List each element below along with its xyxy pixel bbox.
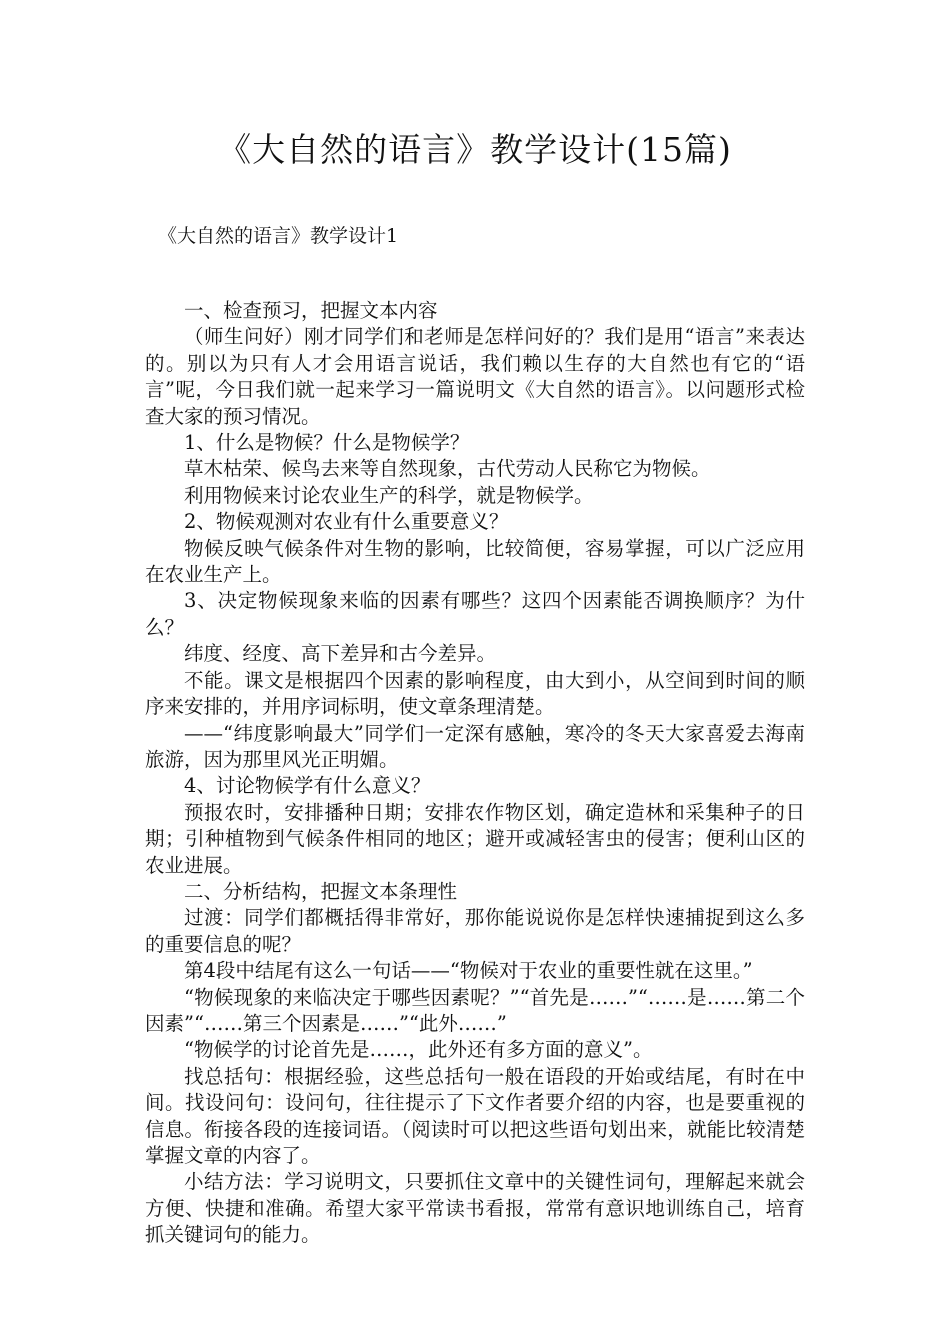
paragraph: “物候现象的来临决定于哪些因素呢？”“首先是……”“……是……第二个因素”“……第三个因素是……”“此外……” bbox=[145, 985, 805, 1035]
paragraph: 找总括句：根据经验，这些总括句一般在语段的开始或结尾，有时在中间。找设问句：设问句，往往提示了下文作者要介绍的内容，也是要重视的信息。衔接各段的连接词语。（阅读时可以把这些语句划出来，就能比较清楚掌握文章的内容了。 bbox=[145, 1064, 805, 1167]
paragraph: “物候学的讨论首先是……，此外还有多方面的意义”。 bbox=[184, 1038, 653, 1062]
paragraph: 2、物候观测对农业有什么重要意义？ bbox=[184, 510, 509, 534]
paragraph: 不能。课文是根据四个因素的影响程度，由大到小，从空间到时间的顺序来安排的，并用序词标明，使文章条理清楚。 bbox=[145, 668, 805, 719]
paragraph: 4、讨论物候学有什么意义？ bbox=[184, 774, 431, 798]
paragraph: 小结方法：学习说明文，只要抓住文章中的关键性词句，理解起来就会方便、快捷和准确。希望大家平常读书看报，常常有意识地训练自己，培育抓关键词句的能力。 bbox=[145, 1170, 805, 1247]
paragraph: 二、分析结构，把握文本条理性 bbox=[184, 879, 458, 903]
paragraph: （师生问好）刚才同学们和老师是怎样问好的？我们是用“语言”来表达的。别以为只有人才会用语言说话，我们赖以生存的大自然也有它的“语言”呢，今日我们就一起来学习一篇说明文《大自然的语言》。以问题形式检查大家的预习情况。 bbox=[145, 325, 805, 428]
paragraph: 3、决定物候现象来临的因素有哪些？这四个因素能否调换顺序？为什么？ bbox=[145, 589, 805, 639]
paragraph: 草木枯荣、候鸟去来等自然现象，古代劳动人民称它为物候。 bbox=[184, 457, 711, 481]
document-body bbox=[145, 298, 805, 1249]
paragraph: 纬度、经度、高下差异和古今差异。 bbox=[184, 642, 497, 666]
paragraph: 利用物候来讨论农业生产的科学，就是物候学。 bbox=[184, 483, 594, 507]
paragraph: 预报农时，安排播种日期；安排农作物区划，确定造林和采集种子的日期；引种植物到气候条件相同的地区；避开或减轻害虫的侵害；便利山区的农业进展。 bbox=[145, 800, 805, 877]
paragraph: 第4段中结尾有这么一句话——“物候对于农业的重要性就在这里。” bbox=[184, 959, 753, 983]
paragraph: 物候反映气候条件对生物的影响，比较简便，容易掌握，可以广泛应用在农业生产上。 bbox=[145, 536, 805, 587]
paragraph: 1、什么是物候？什么是物候学？ bbox=[184, 431, 470, 455]
paragraph: ——“纬度影响最大”同学们一定深有感触，寒冷的冬天大家喜爱去海南旅游，因为那里风光正明媚。 bbox=[145, 721, 805, 771]
document-title: 《大自然的语言》教学设计(15篇) bbox=[218, 130, 732, 169]
section-title: 《大自然的语言》教学设计1 bbox=[158, 225, 399, 247]
paragraph: 过渡：同学们都概括得非常好，那你能说说你是怎样快速捕捉到这么多的重要信息的呢？ bbox=[145, 906, 805, 956]
paragraph: 一、检查预习，把握文本内容 bbox=[184, 299, 438, 322]
